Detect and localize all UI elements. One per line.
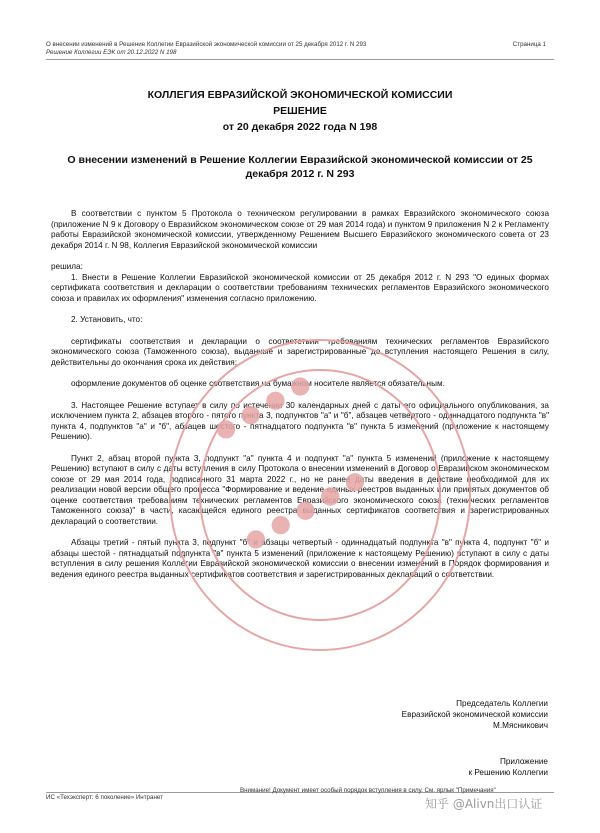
signature-organization: Евразийской экономической комиссии: [401, 710, 548, 719]
appendix-to-decision: к Решению Коллегии: [468, 768, 548, 777]
appendix-reference: [348, 756, 548, 778]
svg-text:● ● ● ●: ● ● ● ●: [209, 367, 316, 446]
paragraph-certificates: сертификаты соответствия и декларации о соответствии требованиям технических регламентов Евразийского экономического союза (Таможенного союза), выданные и зарегистрированные до вступления настоящего Решения в силу, действительны до окончания срока их действия;: [51, 336, 549, 367]
page-header: [46, 41, 546, 57]
decision-date: от 20 декабря 2022 года N 198: [222, 121, 378, 133]
footer-system-name: ИС «Техэксперт: 6 поколение» Интранет: [46, 794, 163, 801]
zhihu-watermark: 知乎 @Alivn出口认证: [425, 797, 543, 811]
footer-notice: Внимание! Документ имеет особый порядок вступления в силу. См. ярлык "Примечания": [240, 787, 496, 794]
appendix-label: Приложение: [499, 757, 548, 766]
paragraph-item-2: 2. Установить, что:: [71, 315, 143, 324]
commission-title: КОЛЛЕГИЯ ЕВРАЗИЙСКОЙ ЭКОНОМИЧЕСКОЙ КОМИССИИ: [147, 89, 453, 101]
document-body: [51, 209, 549, 580]
signature-position: Председатель Коллегии: [456, 699, 548, 708]
paragraph-preamble: В соответствии с пунктом 5 Протокола о техническом регулировании в рамках Евразийского экономического союза (приложение N 9 к Договору о Евразийском экономическом союзе от 29 мая 2014 года) и пунктом 9 приложения N 2 к Регламенту работы Евразийской экономической комиссии, утвержденному Решением Высшего Евразийского экономического совета от 23 декабря 2014 г. N 98, Коллегия Евразийской экономической комиссии: [51, 209, 549, 250]
header-divider: [46, 59, 554, 60]
paragraph-point-2: Пункт 2, абзац второй пункта 3, подпункт "а" пункта 4 и подпункт "а" пункта 5 изменений (приложение к настоящему Решению) вступают в силу с даты вступления в силу Протокола о внесении изменений в Договор о Евразийском экономическом союзе от 29 мая 2014 года, подписанного 31 марта 2022 г., но не ранее даты введения в действие необходимой для их реализации новой версии общего процесса "Формирование и ведение единых реестров выданных или принятых документов об оценке соответствия требованиям технических регламентов Евразийского экономического союза (технических регламентов Таможенного союза)" в части, касающейся единого реестра выданных сертификатов соответствия и зарегистрированных деклараций о соответствии.: [51, 453, 549, 526]
title-block: [40, 87, 560, 135]
paragraph-item-1: 1. Внести в Решение Коллегии Евразийской экономической комиссии от 25 декабря 2012 г. N 293 "О единых формах сертификата соответствия и декларации о соответствии требованиям технических регламентов Евразийского экономического союза и правилах их оформления" изменения согласно приложению.: [51, 272, 549, 303]
header-doc-title: О внесении изменений в Решение Коллегии Евразийской экономической комиссии от 25 декабря 2012 г. N 293: [46, 41, 367, 48]
paragraph-decided: решила:: [51, 262, 83, 271]
signature-block: [348, 698, 548, 731]
header-page-number: Страница 1: [512, 41, 546, 48]
header-subtitle: Решение Коллегии ЕЭК от 20.12.2022 N 198: [46, 49, 177, 56]
document-subject: О внесении изменений в Решение Коллегии Евразийской экономической комиссии от 25 декабря 2012 г. N 293: [67, 154, 533, 180]
paragraph-paragraphs-3-5: Абзацы третий - пятый пункта 3, подпункт "б" и абзацы четвертый - одиннадцатый подпункта "в" пункта 4, подпункт "б" и абзацы шестой - пятнадцатый подпункта "в" пункта 5 изменений (приложение к настоящему Решению) вступают в силу с даты вступления в силу решения Коллегии Евразийской экономической комиссии о внесении изменений в Порядок формирования и ведения единого реестра выданных сертификатов соответствия и зарегистрированных деклараций о соответствии.: [51, 538, 549, 579]
paragraph-item-3: 3. Настоящее Решение вступает в силу по истечении 30 календарных дней с даты его официального опубликования, за исключением пункта 2, абзацев второго - пятого пункта 3, подпунктов "а" и "б", абзацев четвертого - одиннадцатого подпункта "в" пункта 4, подпунктов "а" и "б", абзацев шестого - пятнадцатого подпункта "в" пункта 5 изменений (приложение к настоящему Решению).: [51, 400, 549, 441]
decision-heading: РЕШЕНИЕ: [273, 105, 327, 117]
signature-name: М.Мясникович: [493, 721, 548, 730]
svg-text:● ● ● ● ●: ● ● ● ● ●: [239, 463, 371, 556]
paragraph-paper-documents: оформление документов об оценке соответствия на бумажном носителе является обязательным.: [71, 379, 445, 388]
